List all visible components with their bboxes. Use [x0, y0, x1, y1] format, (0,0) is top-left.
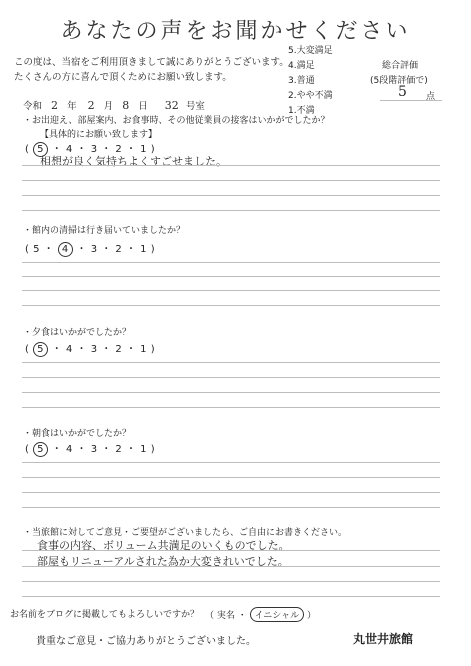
blog-open: （ — [205, 611, 215, 621]
room-number: 32 — [164, 99, 179, 112]
blog-sep: ・ — [237, 611, 247, 621]
q4-option-4[interactable]: 4 — [65, 444, 73, 455]
q1-option-1[interactable]: 1 — [140, 144, 148, 155]
visit-date — [23, 98, 205, 112]
page-title: あなたの声をお聞かせください — [60, 19, 411, 44]
month-label: 月 — [103, 101, 114, 112]
q2-option-1[interactable]: 1 — [140, 244, 148, 255]
blog-option-initial[interactable]: イニシャル — [250, 607, 304, 622]
blog-question: お名前をブログに掲載してもよろしいですか？ — [10, 610, 200, 620]
q2-option-4[interactable]: 4 — [58, 242, 73, 257]
q4-option-5[interactable]: 5 — [33, 442, 48, 457]
overall-sub: (5段階評価で) — [370, 76, 428, 86]
question-3: ・夕食はいかがでしたか？ — [23, 328, 132, 338]
q3-option-1[interactable]: 1 — [140, 344, 148, 355]
q2-option-5[interactable]: 5 — [33, 244, 40, 255]
question-1-scale: ( 5 ・ 4 ・ 3 ・ 2 ・ 1 ) — [25, 144, 156, 155]
scale-item-5: 5.大変満足 — [288, 46, 333, 56]
q3-option-5[interactable]: 5 — [33, 342, 48, 357]
intro-line-1: この度は、当宿をご利用頂きまして誠にありがとうございます。 — [14, 57, 289, 68]
comment-line-2: 部屋もリニューアルされた為か大変きれいでした。 — [37, 555, 289, 568]
q1-option-2[interactable]: 2 — [115, 144, 123, 155]
q1-option-4[interactable]: 4 — [65, 144, 73, 155]
thanks-text: 貴重なご意見・ご協力ありがとうございました。 — [36, 636, 256, 647]
q4-option-2[interactable]: 2 — [115, 444, 123, 455]
scale-item-4: 4.満足 — [288, 61, 315, 71]
scale-item-3: 3.普通 — [288, 76, 315, 86]
blog-close: ） — [307, 611, 317, 621]
q4-option-3[interactable]: 3 — [90, 444, 98, 455]
q1-option-5[interactable]: 5 — [33, 142, 48, 157]
overall-value: 5 — [398, 84, 407, 100]
comments-prompt: ・当旅館に対してご意見・ご要望がございましたら、ご自由にお書きください。 — [23, 528, 348, 538]
q1-option-3[interactable]: 3 — [90, 144, 98, 155]
visit-year: 2 — [51, 99, 59, 112]
q3-option-4[interactable]: 4 — [65, 344, 73, 355]
visit-day: 8 — [122, 99, 130, 112]
blog-options — [205, 607, 316, 622]
question-1-request: 【具体的にお願い致します】 — [40, 130, 158, 140]
q4-option-1[interactable]: 1 — [140, 444, 148, 455]
intro-line-2: たくさんの方に喜んで頂くためにお願い致します。 — [14, 72, 232, 83]
era-label: 令和 — [23, 101, 43, 112]
blog-option-real-name[interactable]: 実名 — [216, 611, 235, 621]
question-2-scale: ( 5 ・ 4 ・ 3 ・ 2 ・ 1 ) — [25, 244, 156, 255]
year-label: 年 — [67, 101, 77, 112]
comment-line-1: 食事の内容、ボリューム共満足のいくものでした。 — [37, 539, 290, 552]
question-1: ・お出迎え、部屋案内、お食事時、その他従業員の接客はいかがでしたか？ — [23, 116, 330, 126]
q2-option-3[interactable]: 3 — [90, 244, 98, 255]
q2-option-2[interactable]: 2 — [115, 244, 123, 255]
q3-option-2[interactable]: 2 — [115, 344, 123, 355]
scale-item-1: 1.不満 — [288, 106, 315, 116]
scale-item-2: 2.やや不満 — [288, 91, 333, 101]
question-3-scale: ( 5 ・ 4 ・ 3 ・ 2 ・ 1 ) — [25, 344, 156, 355]
question-2: ・館内の清掃は行き届いていましたか？ — [23, 226, 186, 236]
overall-unit: 点 — [426, 92, 436, 102]
day-label: 日 — [138, 101, 148, 112]
q3-option-3[interactable]: 3 — [90, 344, 98, 355]
question-1-answer: 相想が良く気持ちよくすごせました。 — [40, 155, 227, 168]
room-label: 号室 — [185, 101, 205, 112]
overall-label: 総合評価 — [382, 61, 419, 71]
question-4: ・朝食はいかがでしたか？ — [23, 429, 132, 439]
visit-month: 2 — [87, 99, 95, 112]
question-4-scale: ( 5 ・ 4 ・ 3 ・ 2 ・ 1 ) — [25, 444, 156, 455]
ryokan-signature: 丸世井旅館 — [353, 632, 414, 646]
